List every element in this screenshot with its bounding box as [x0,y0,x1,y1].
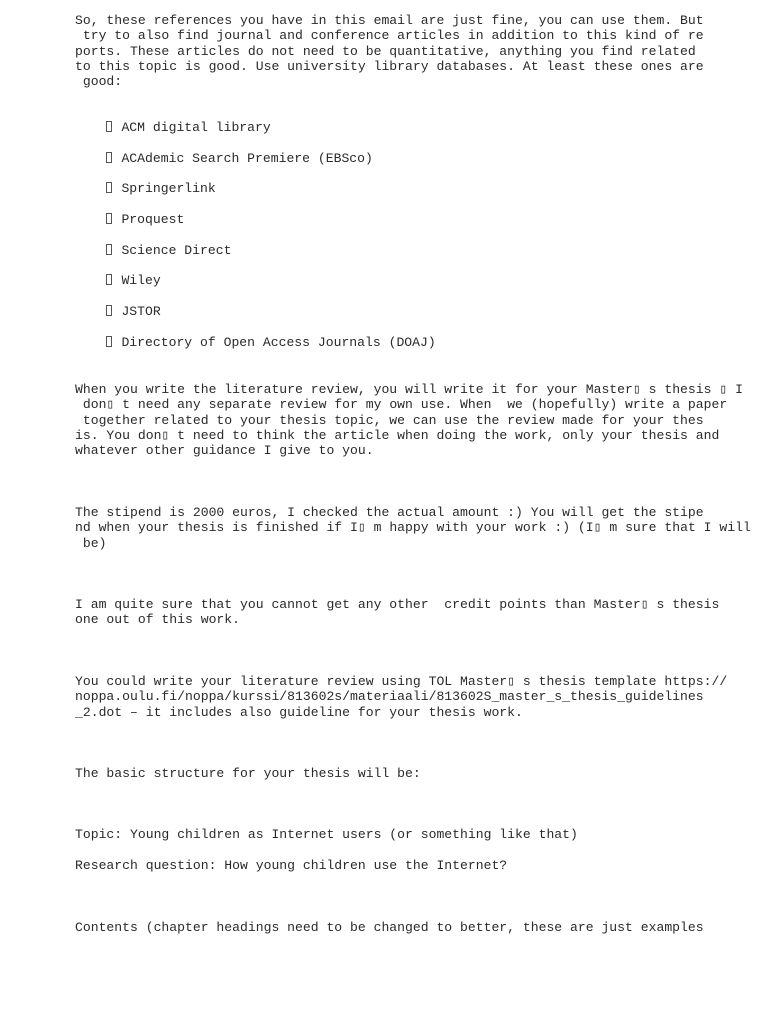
bullet-icon [106,121,112,132]
bullet-icon [106,213,112,224]
research-question-line: Research question: How young children use the Internet? [75,858,508,873]
database-label: ACM digital library [121,120,271,135]
database-label: Springerlink [121,181,216,196]
template-paragraph: You could write your literature review using TOL Master▯ s thesis template https:// noppa.oulu.fi/noppa/kurssi/813602s/materiaali/813602S_master_s_thesis_guidelines _2.dot – it includes also guideline for your thesis work. [75,674,728,720]
database-label: Wiley [121,273,161,288]
bullet-icon [106,152,112,163]
intro-paragraph: So, these references you have in this email are just fine, you can use them. But try to also find journal and conference articles in addition to this kind of re ports. These articles do not need to be quantitative, anything you find related to this topic is good. Use university library databases. At least these ones are good: [75,13,704,90]
contents-line: Contents (chapter headings need to be changed to better, these are just examples [75,920,704,935]
bullet-icon [106,244,112,255]
database-label: ACAdemic Search Premiere (EBSco) [121,151,373,166]
credits-paragraph: I am quite sure that you cannot get any other credit points than Master▯ s thesis one out of this work. [75,597,720,628]
bullet-icon [106,274,112,285]
bullet-icon [106,336,112,347]
database-label: JSTOR [121,304,161,319]
bullet-icon [106,305,112,316]
list-item [75,320,436,365]
stipend-paragraph: The stipend is 2000 euros, I checked the actual amount :) You will get the stipe nd when your thesis is finished if I▯ m happy with your work :) (I▯ m sure that I will be) [75,505,751,551]
bullet-icon [106,182,112,193]
database-label: Directory of Open Access Journals (DOAJ) [121,335,436,350]
structure-paragraph: The basic structure for your thesis will be: [75,766,421,781]
literature-review-paragraph: When you write the literature review, you will write it for your Master▯ s thesis ▯ I don▯ t need any separate review for my own use. When we (hopefully) write a paper together related to your thesis topic, we can use the review made for your thes is. You don▯ t need to think the article when doing the work, only your thesis and whatever other guidance I give to you. [75,382,743,459]
topic-line: Topic: Young children as Internet users (or something like that) [75,827,578,842]
database-label: Proquest [121,212,185,227]
database-label: Science Direct [121,243,232,258]
